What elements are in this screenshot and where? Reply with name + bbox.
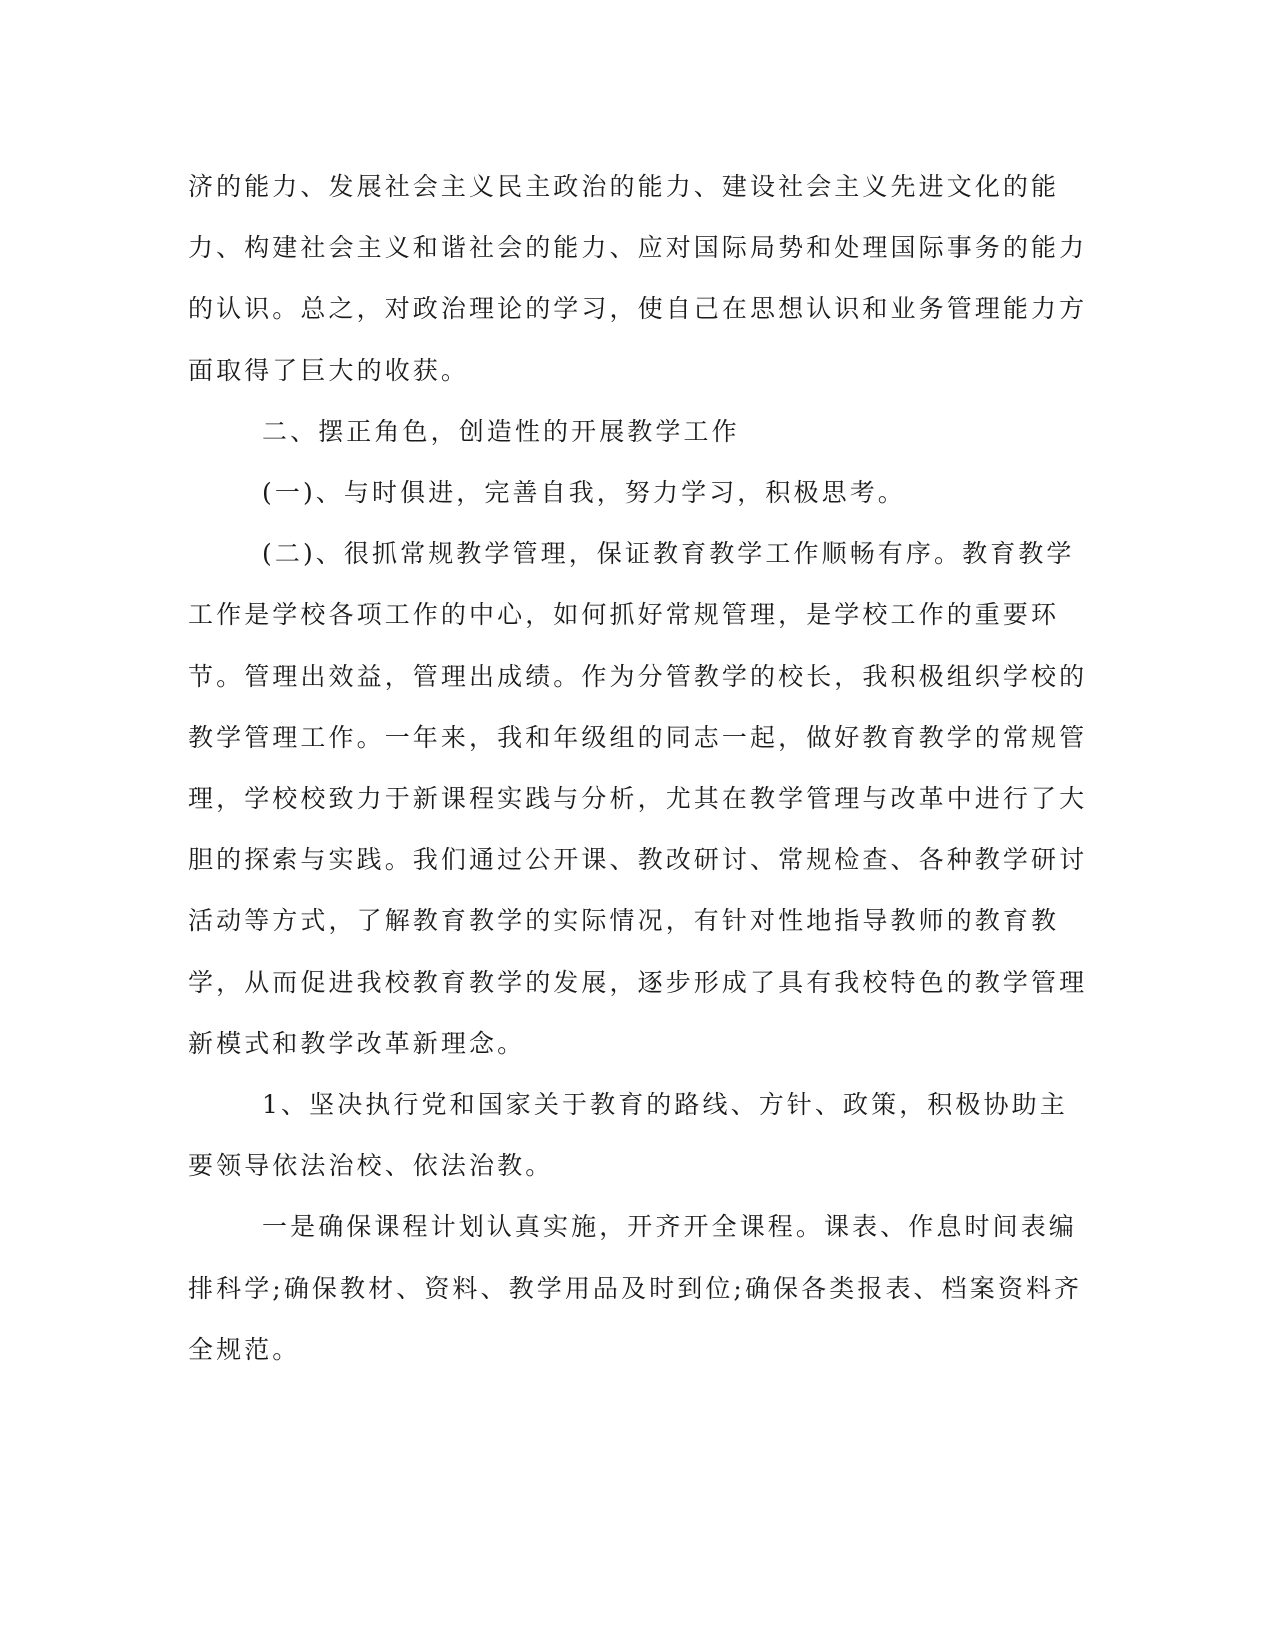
paragraph-policy-execution: 1、坚决执行党和国家关于教育的路线、方针、政策，积极协助主要领导依法治校、依法治教。 (188, 1090, 1068, 1181)
paragraph-political-study-summary: 济的能力、发展社会主义民主政治的能力、建设社会主义先进文化的能力、构建社会主义和谐社会的能力、应对国际局势和处理国际事务的能力的认识。总之，对政治理论的学习，使自己在思想认识和业务管理能力方面取得了巨大的收获。 (188, 172, 1088, 385)
paragraph-routine-management: (二)、很抓常规教学管理，保证教育教学工作顺畅有序。教育教学工作是学校各项工作的中心，如何抓好常规管理，是学校工作的重要环节。管理出效益，管理出成绩。作为分管教学的校长，我积极组织学校的教学管理工作。一年来，我和年级组的同志一起，做好教育教学的常规管理，学校校致力于新课程实践与分析，尤其在教学管理与改革中进行了大胆的探索与实践。我们通过公开课、教改研讨、常规检查、各种教学研讨活动等方式，了解教育教学的实际情况，有针对性地指导教师的教育教学，从而促进我校教育教学的发展，逐步形成了具有我校特色的教学管理新模式和教学改革新理念。 (188, 539, 1088, 1058)
paragraph-curriculum-plan: 一是确保课程计划认真实施，开齐开全课程。课表、作息时间表编排科学;确保教材、资料、教学用品及时到位;确保各类报表、档案资料齐全规范。 (188, 1212, 1083, 1364)
section-heading-role: 二、摆正角色，创造性的开展教学工作 (262, 416, 740, 446)
subheading-keep-pace: (一)、与时俱进，完善自我，努力学习，积极思考。 (262, 478, 906, 508)
document-body (188, 156, 1088, 1380)
